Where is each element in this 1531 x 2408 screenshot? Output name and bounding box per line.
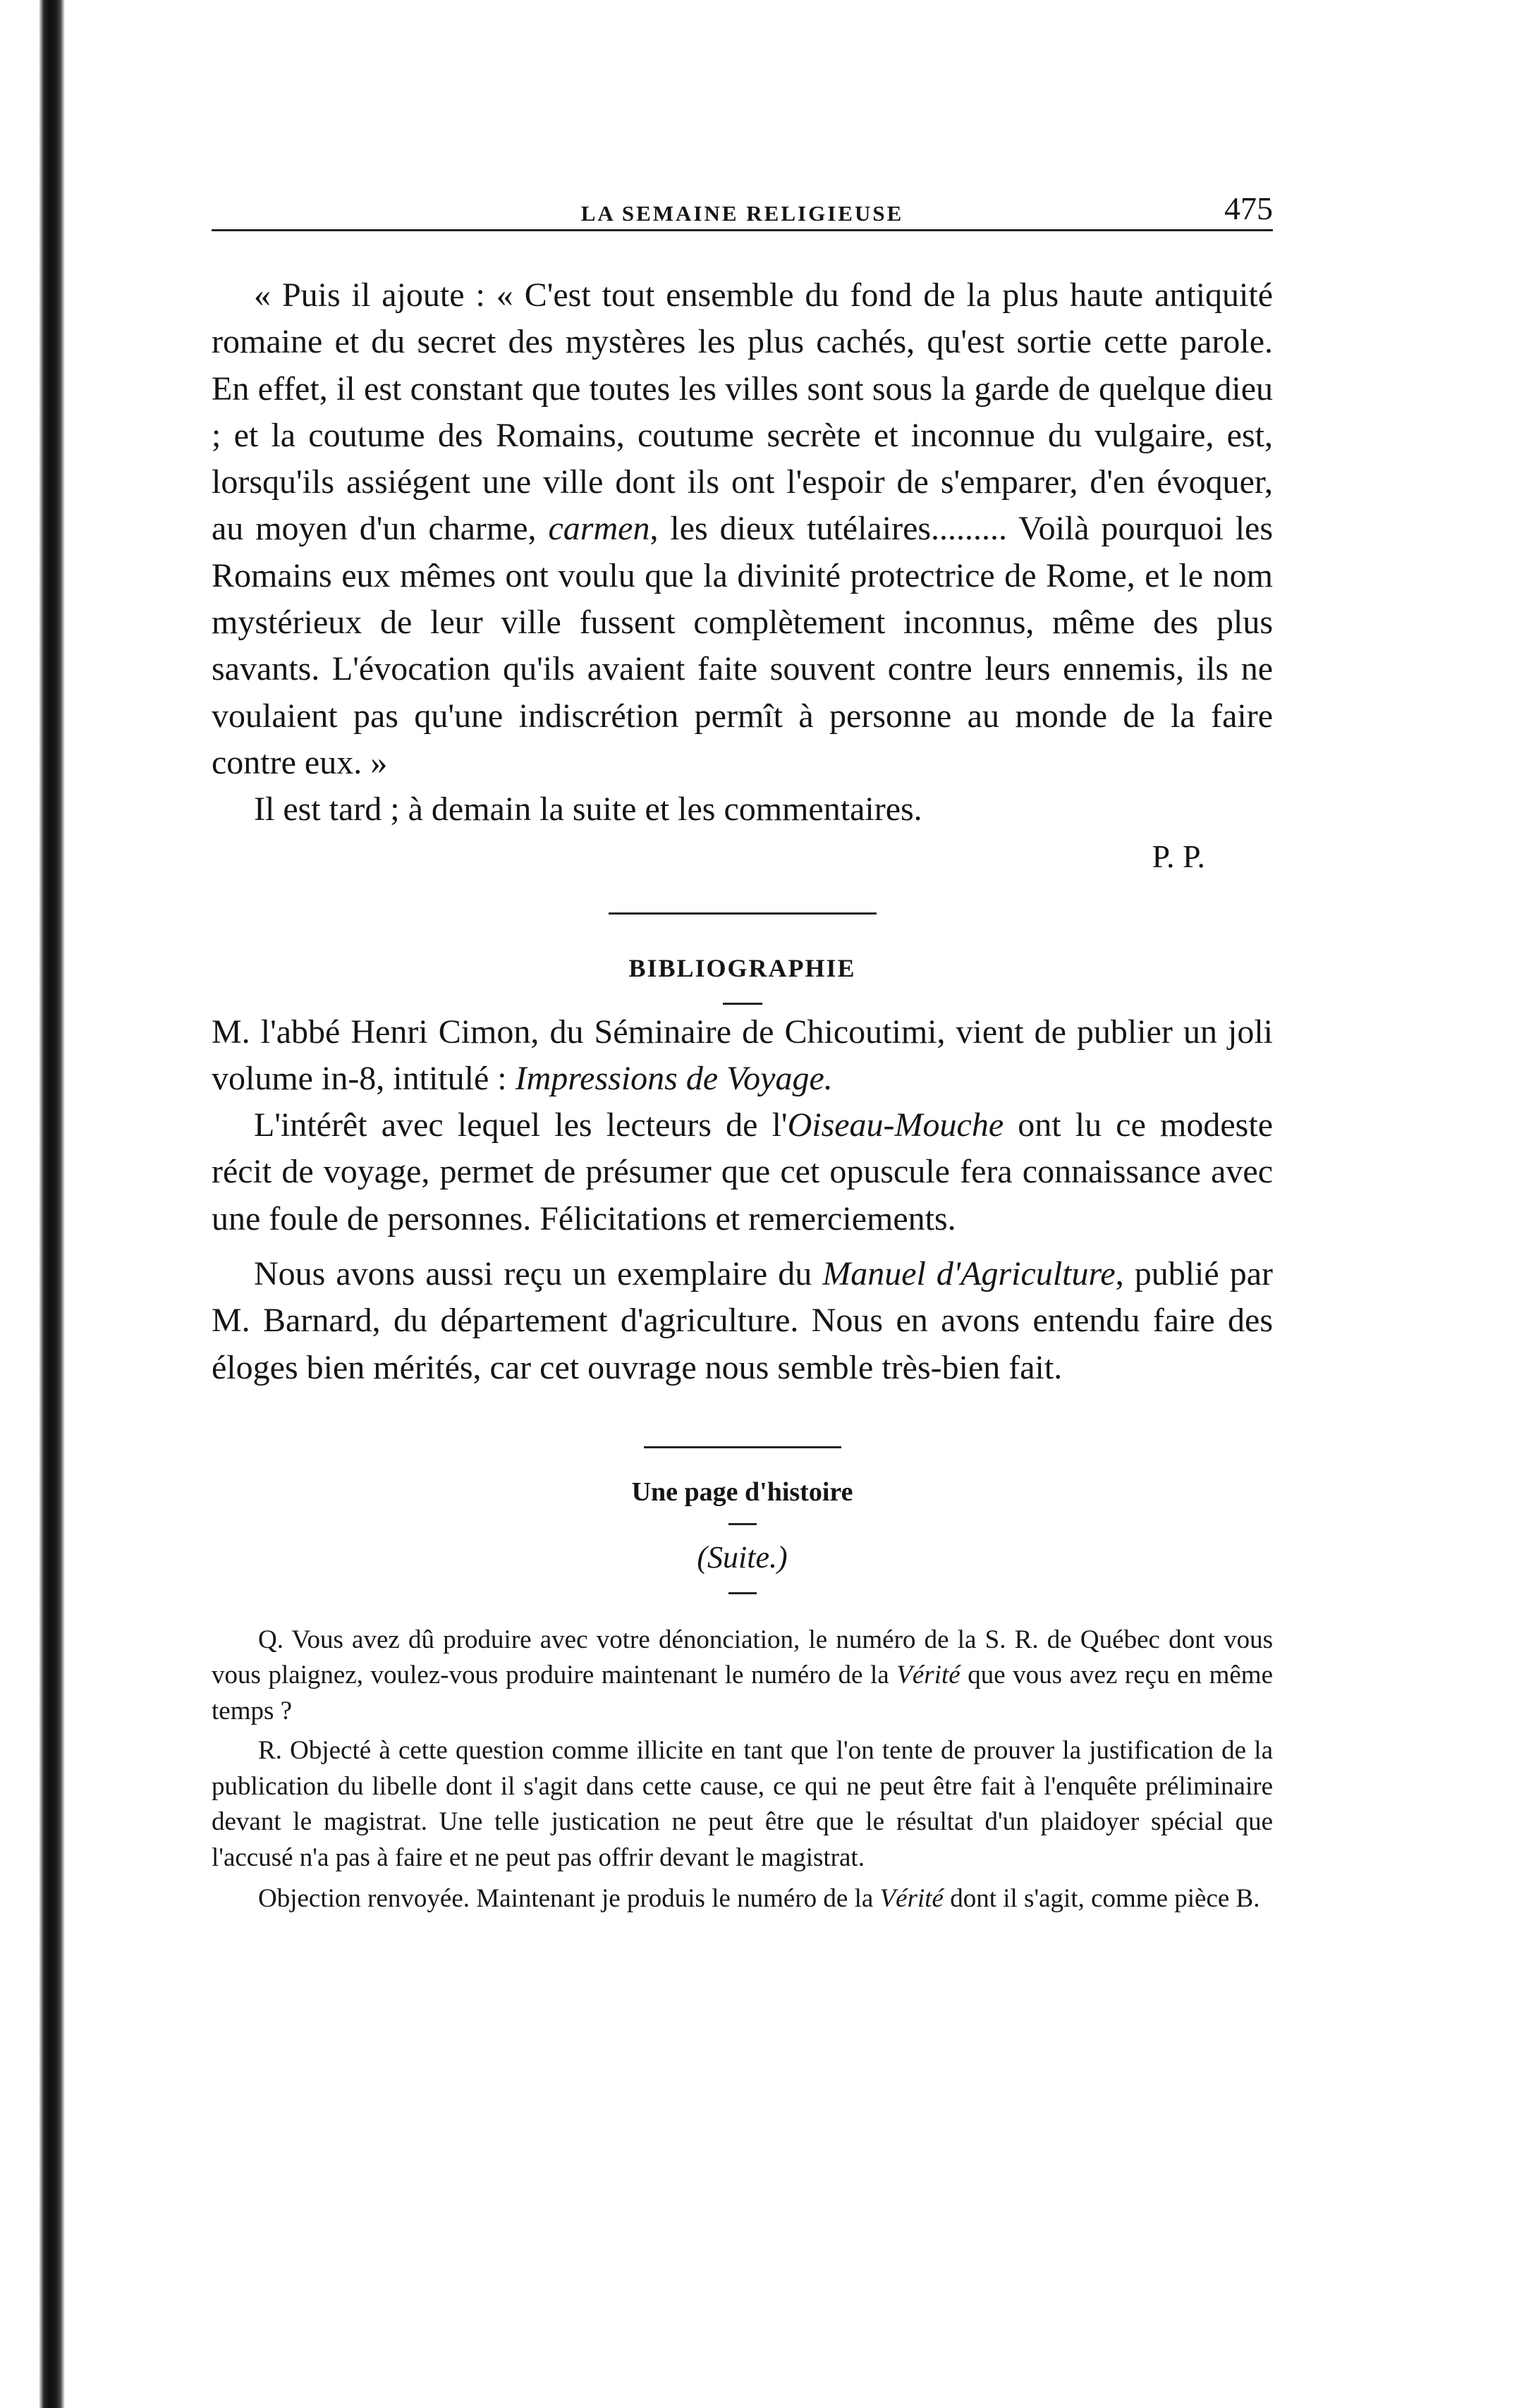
qa-italic: Vérité [896, 1661, 960, 1690]
page-number: 475 [1224, 190, 1273, 226]
quote-italic-carmen: carmen [548, 510, 650, 548]
document-page [212, 180, 1273, 1917]
running-title: LA SEMAINE RELIGIEUSE [580, 201, 904, 226]
closing-paragraph: Il est tard ; à demain la suite et les commentaires. [254, 790, 922, 829]
signature: P. P. [1152, 838, 1205, 874]
bibliographie-paragraph-1 [212, 1009, 1273, 1103]
biblio-italic-title: Impressions de Voyage. [515, 1059, 833, 1097]
qa-text: que vous avez reçu en même temps ? [212, 1661, 1273, 1725]
qa-text: Q. Vous avez dû produire avec votre dénonciation, le numéro de la S. R. de Québec dont vous vous plaignez, voulez-vous produire maintenant le numéro de la [212, 1625, 1273, 1690]
section-heading-histoire: Une page d'histoire [631, 1477, 853, 1507]
book-binding-edge [0, 0, 65, 2408]
qa-text: Objection renvoyée. Maintenant je produis le numéro de la [258, 1884, 880, 1914]
biblio-text: Nous avons aussi reçu un exemplaire du [254, 1255, 823, 1293]
response-paragraph: R. Objecté à cette question comme illicite en tant que l'on tente de prouver la justification de la publication du libelle dont il s'agit dans cette cause, ce qui ne peut être fait à l'enquête préliminaire devant le magistrat. Une telle justication ne peut être que le résultat d'un plaidoyer spécial que l'accusé n'a pas à faire et ne peut pas offrir devant le magistrat. [212, 1736, 1273, 1872]
quote-text-part: « Puis il ajoute : « C'est tout ensemble du fond de la plus haute antiquité romaine et du secret des mystères les plus cachés, qu'est sortie cette parole. En effet, il est constant que toutes les villes sont sous la garde de quelque dieu ; et la coutume des Romains, coutume secrète et inconnue du vulgaire, est, lorsqu'ils assiégent une ville dont ils ont l'espoir de s'emparer, d'en évoquer, au moyen d'un charme, [212, 276, 1273, 548]
qa-text: dont il s'agit, comme pièce B. [943, 1884, 1260, 1914]
section-subheading: (Suite.) [697, 1539, 788, 1575]
biblio-text: M. l'abbé Henri Cimon, du Séminaire de Chicoutimi, vient de publier un joli volume in-8, intitulé : [212, 1013, 1273, 1097]
quote-paragraph [212, 272, 1273, 786]
biblio-text: ont lu ce modeste récit de voyage, permet de présumer que cet opuscule fera connaissance avec une foule de personnes. Félicitations et remerciements. [212, 1106, 1273, 1237]
biblio-italic-title: Manuel d'Agriculture [822, 1255, 1116, 1293]
bibliographie-paragraph-3 [212, 1251, 1273, 1391]
biblio-italic-title: Oiseau-Mouche [787, 1106, 1004, 1144]
bibliographie-paragraph-2 [212, 1102, 1273, 1242]
section-heading-bibliographie: BIBLIOGRAPHIE [628, 953, 856, 982]
qa-italic: Vérité [879, 1884, 944, 1914]
biblio-text: L'intérêt avec lequel les lecteurs de l' [254, 1106, 788, 1144]
quote-text-part: , les dieux tutélaires......... Voilà pourquoi les Romains eux mêmes ont voulu que la divinité protectrice de Rome, et le nom mystérieux de leur ville fussent complètement inconnus, même des plus savants. L'évocation qu'ils avaient faite souvent contre leurs ennemis, ils ne voulaient pas qu'une indiscrétion permît à personne au monde de la faire contre eux. » [212, 510, 1274, 781]
objection-paragraph [212, 1881, 1273, 1917]
question-paragraph [212, 1622, 1273, 1730]
biblio-text: , publié par M. Barnard, du département d'agriculture. Nous en avons entendu faire des éloges bien mérités, car cet ouvrage nous semble très-bien fait. [212, 1255, 1274, 1386]
running-header [212, 180, 1273, 231]
